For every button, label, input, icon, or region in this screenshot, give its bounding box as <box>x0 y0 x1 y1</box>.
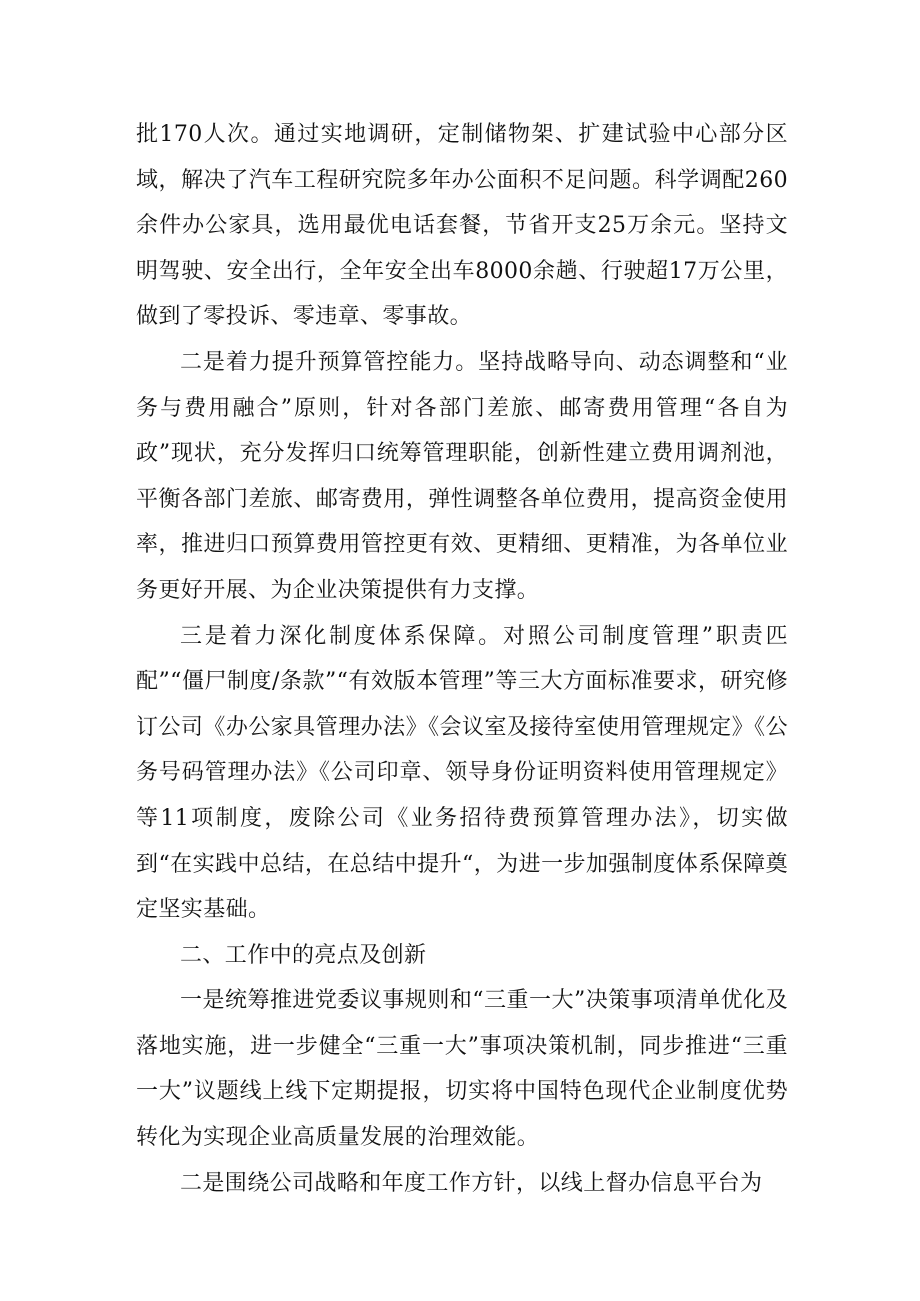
section-heading-highlights: 二、工作中的亮点及创新 <box>180 942 427 968</box>
document-body <box>136 112 788 1206</box>
paragraph-continuation: 批170人次。通过实地调研，定制储物架、扩建试验中心部分区域，解决了汽车工程研究院多年办公面积不足问题。科学调配260余件办公家具，选用最优电话套餐，节省开支25万余元。坚持文明驾驶、安全出行，全年安全出车8000余趟、行驶超17万公里，做到了零投诉、零违章、零事故。 <box>136 122 788 330</box>
paragraph-system-guarantee: 三是着力深化制度体系保障。对照公司制度管理”职责匹配”“僵尸制度/条款”“有效版本管理”等三大方面标准要求，研究修订公司《办公家具管理办法》《会议室及接待室使用管理规定》《公务号码管理办法》《公司印章、领导身份证明资料使用管理规定》等11项制度，废除公司《业务招待费预算管理办法》，切实做到“在实践中总结，在总结中提升“，为进一步加强制度体系保障奠定坚实基础。 <box>136 623 788 923</box>
paragraph-budget-control: 二是着力提升预算管控能力。坚持战略导向、动态调整和“业务与费用融合”原则，针对各部门差旅、邮寄费用管理“各自为政”现状，充分发挥归口统筹管理职能，创新性建立费用调剂池，平衡各部门差旅、邮寄费用，弹性调整各单位费用，提高资金使用率，推进归口预算费用管控更有效、更精细、更精准，为各单位业务更好开展、为企业决策提供有力支撑。 <box>136 349 788 603</box>
paragraph-highlight-one: 一是统筹推进党委议事规则和“三重一大”决策事项清单优化及落地实施，进一步健全“三重一大”事项决策机制，同步推进“三重一大”议题线上线下定期提报，切实将中国特色现代企业制度优势转化为实现企业高质量发展的治理效能。 <box>136 988 788 1151</box>
paragraph-highlight-two: 二是围绕公司战略和年度工作方针，以线上督办信息平台为 <box>180 1170 763 1196</box>
